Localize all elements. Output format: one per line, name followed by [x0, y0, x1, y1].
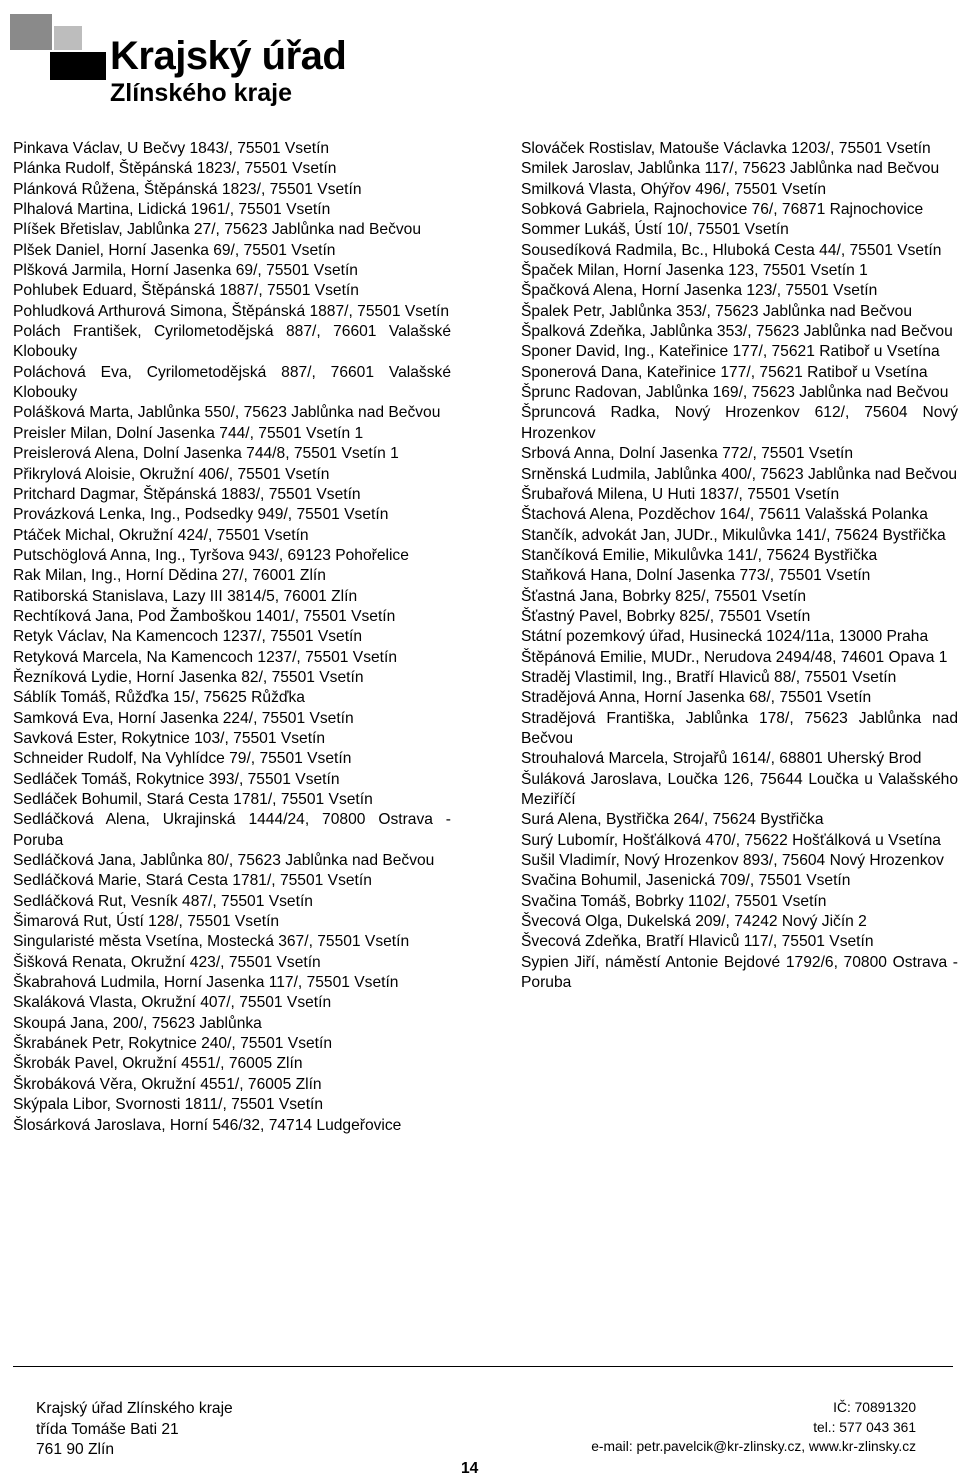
list-item: Staňková Hana, Dolní Jasenka 773/, 75501 Vsetín: [521, 567, 871, 585]
list-item: Plánková Růžena, Štěpánská 1823/, 75501 Vsetín: [13, 180, 362, 198]
list-item: Skoupá Jana, 200/, 75623 Jablůnka: [13, 1014, 262, 1032]
list-item: Stančík, advokát Jan, JUDr., Mikulůvka 141/, 75624 Bystřička: [521, 526, 946, 544]
list-item: Skaláková Vlasta, Okružní 407/, 75501 Vsetín: [13, 994, 332, 1012]
list-item: Přikrylová Aloisie, Okružní 406/, 75501 Vsetín: [13, 465, 330, 483]
footer-ic: IČ: 70891320: [833, 1400, 916, 1415]
list-item: Stančíková Emilie, Mikulůvka 141/, 75624 Bystřička: [521, 546, 878, 564]
list-item: Sáblík Tomáš, Růžďka 15/, 75625 Růžďka: [13, 689, 305, 707]
list-item: Singularisté města Vsetína, Mostecká 367/, 75501 Vsetín: [13, 933, 410, 951]
list-item: Preisler Milan, Dolní Jasenka 744/, 75501 Vsetín 1: [13, 424, 364, 442]
list-item: Stradějová Františka, Jablůnka 178/, 75623 Jablůnka nad Bečvou: [521, 709, 958, 747]
footer-address-line2: třída Tomáše Bati 21: [36, 1420, 179, 1438]
list-item: Sedláček Tomáš, Rokytnice 393/, 75501 Vsetín: [13, 770, 340, 788]
list-item: Svačina Bohumil, Jasenická 709/, 75501 Vsetín: [521, 872, 851, 890]
list-item: Smilková Vlasta, Ohýřov 496/, 75501 Vsetín: [521, 180, 827, 198]
list-item: Retyková Marcela, Na Kamencoch 1237/, 75501 Vsetín: [13, 648, 397, 666]
list-item: Sedláček Bohumil, Stará Cesta 1781/, 75501 Vsetín: [13, 791, 373, 808]
right-column: [521, 139, 958, 993]
list-item: Plšek Daniel, Horní Jasenka 69/, 75501 Vsetín: [13, 241, 336, 259]
page-number: 14: [461, 1460, 479, 1477]
list-item: Svačina Tomáš, Bobrky 1102/, 75501 Vsetín: [521, 892, 827, 910]
list-item: Sobková Gabriela, Rajnochovice 76/, 76871 Rajnochovice: [521, 201, 924, 219]
list-item: Samková Eva, Horní Jasenka 224/, 75501 Vsetín: [13, 709, 354, 727]
list-item: Řezníková Lydie, Horní Jasenka 82/, 75501 Vsetín: [13, 668, 364, 686]
list-item: Plíšek Břetislav, Jablůnka 27/, 75623 Jablůnka nad Bečvou: [13, 221, 422, 239]
list-item: Státní pozemkový úřad, Husinecká 1024/11a, 13000 Praha: [521, 628, 929, 646]
list-item: Surá Alena, Bystřička 264/, 75624 Bystřička: [521, 811, 824, 829]
list-item: Sousedíková Radmila, Bc., Hluboká Cesta 44/, 75501 Vsetín: [521, 241, 942, 259]
list-item: Šlosárková Jaroslava, Horní 546/32, 74714 Ludgeřovice: [13, 1116, 402, 1134]
list-item: Pohludková Arthurová Simona, Štěpánská 1887/, 75501 Vsetín: [13, 302, 450, 320]
left-column: [13, 139, 451, 1136]
list-item: Putschöglová Anna, Ing., Tyršova 943/, 69123 Pohořelice: [13, 546, 409, 564]
list-item: Savková Ester, Rokytnice 103/, 75501 Vsetín: [13, 729, 326, 747]
list-item: Sponerová Dana, Kateřinice 177/, 75621 Ratiboř u Vsetína: [521, 363, 928, 381]
list-item: Provázková Lenka, Ing., Podsedky 949/, 75501 Vsetín: [13, 506, 389, 524]
list-item: Šimarová Rut, Ústí 128/, 75501 Vsetín: [13, 913, 280, 931]
footer-address: [36, 1399, 233, 1461]
logo-square-light: [54, 26, 82, 50]
footer-email-web: e-mail: petr.pavelcik@kr-zlinsky.cz, www.kr-zlinsky.cz: [591, 1439, 916, 1454]
list-item: Rak Milan, Ing., Horní Dědina 27/, 76001 Zlín: [13, 567, 326, 585]
list-item: Slováček Rostislav, Matouše Václavka 1203/, 75501 Vsetín: [521, 140, 931, 157]
list-item: Pinkava Václav, U Bečvy 1843/, 75501 Vsetín: [13, 140, 330, 157]
list-item: Polášková Marta, Jablůnka 550/, 75623 Jablůnka nad Bečvou: [13, 404, 441, 422]
list-item: Šťastná Jana, Bobrky 825/, 75501 Vsetín: [521, 587, 806, 605]
list-item: Škabrahová Ludmila, Horní Jasenka 117/, 75501 Vsetín: [13, 974, 399, 992]
list-item: Šišková Renata, Okružní 423/, 75501 Vsetín: [13, 953, 321, 971]
list-item: Sedláčková Rut, Vesník 487/, 75501 Vsetín: [13, 892, 313, 910]
list-item: Pritchard Dagmar, Štěpánská 1883/, 75501 Vsetín: [13, 485, 361, 503]
footer-address-line1: Krajský úřad Zlínského kraje: [36, 1400, 233, 1417]
list-item: Sušil Vladimír, Nový Hrozenkov 893/, 75604 Nový Hrozenkov: [521, 852, 944, 870]
list-item: Šuláková Jaroslava, Loučka 126, 75644 Loučka u Valašského Meziříčí: [521, 770, 958, 808]
list-item: Ratiborská Stanislava, Lazy III 3814/5, 76001 Zlín: [13, 587, 358, 605]
list-item: Švecová Olga, Dukelská 209/, 74242 Nový Jičín 2: [521, 913, 867, 931]
list-item: Retyk Václav, Na Kamencoch 1237/, 75501 Vsetín: [13, 628, 363, 646]
list-item: Rechtíková Jana, Pod Žamboškou 1401/, 75501 Vsetín: [13, 607, 396, 625]
list-item: Štachová Alena, Pozděchov 164/, 75611 Valašská Polanka: [521, 506, 928, 524]
footer-tel: tel.: 577 043 361: [813, 1419, 916, 1435]
footer-divider: [13, 1366, 953, 1367]
list-item: Pohlubek Eduard, Štěpánská 1887/, 75501 Vsetín: [13, 282, 359, 300]
list-item: Špalková Zdeňka, Jablůnka 353/, 75623 Jablůnka nad Bečvou: [521, 323, 953, 341]
list-item: Schneider Rudolf, Na Vyhlídce 79/, 75501 Vsetín: [13, 750, 352, 768]
list-item: Sypien Jiří, náměstí Antonie Bejdové 1792/6, 70800 Ostrava - Poruba: [521, 953, 958, 992]
list-item: Surý Lubomír, Hošťálková 470/, 75622 Hošťálková u Vsetína: [521, 831, 941, 849]
list-item: Špruncová Radka, Nový Hrozenkov 612/, 75604 Nový Hrozenkov: [521, 404, 958, 442]
list-item: Plhalová Martina, Lidická 1961/, 75501 Vsetín: [13, 201, 331, 219]
list-item: Štěpánová Emilie, MUDr., Nerudova 2494/48, 74601 Opava 1: [521, 648, 948, 666]
list-item: Sponer David, Ing., Kateřinice 177/, 75621 Ratiboř u Vsetína: [521, 343, 940, 361]
list-item: Straděj Vlastimil, Ing., Bratří Hlaviců 88/, 75501 Vsetín: [521, 668, 897, 686]
list-item: Stradějová Anna, Horní Jasenka 68/, 75501 Vsetín: [521, 689, 872, 707]
list-item: Sedláčková Marie, Stará Cesta 1781/, 75501 Vsetín: [13, 872, 372, 890]
list-item: Srněnská Ludmila, Jablůnka 400/, 75623 Jablůnka nad Bečvou: [521, 465, 958, 483]
list-item: Sommer Lukáš, Ústí 10/, 75501 Vsetín: [521, 221, 789, 239]
footer-address-line3: 761 90 Zlín: [36, 1441, 115, 1458]
list-item: Špačková Alena, Horní Jasenka 123/, 75501 Vsetín: [521, 282, 878, 300]
logo-subtitle: Zlínského kraje: [110, 79, 293, 107]
list-item: Smilek Jaroslav, Jablůnka 117/, 75623 Jablůnka nad Bečvou: [521, 160, 940, 178]
list-item: Polách František, Cyrilometodějská 887/, 76601 Valašské Klobouky: [13, 323, 451, 361]
list-item: Plánka Rudolf, Štěpánská 1823/, 75501 Vsetín: [13, 160, 337, 178]
list-item: Špaček Milan, Horní Jasenka 123, 75501 Vsetín 1: [521, 262, 868, 280]
list-item: Plšková Jarmila, Horní Jasenka 69/, 75501 Vsetín: [13, 262, 358, 280]
logo: [10, 14, 347, 107]
list-item: Šprunc Radovan, Jablůnka 169/, 75623 Jablůnka nad Bečvou: [521, 384, 949, 402]
list-item: Preislerová Alena, Dolní Jasenka 744/8, 75501 Vsetín 1: [13, 445, 399, 463]
list-item: Špalek Petr, Jablůnka 353/, 75623 Jablůnka nad Bečvou: [521, 302, 912, 320]
list-item: Ptáček Michal, Okružní 424/, 75501 Vsetín: [13, 526, 309, 544]
list-item: Srbová Anna, Dolní Jasenka 772/, 75501 Vsetín: [521, 445, 854, 463]
list-item: Škrobák Pavel, Okružní 4551/, 76005 Zlín: [13, 1055, 303, 1073]
list-item: Sedláčková Jana, Jablůnka 80/, 75623 Jablůnka nad Bečvou: [13, 852, 435, 870]
logo-square-gray: [10, 14, 52, 50]
list-item: Skýpala Libor, Svornosti 1811/, 75501 Vsetín: [13, 1096, 324, 1114]
list-item: Poláchová Eva, Cyrilometodějská 887/, 76601 Valašské Klobouky: [13, 363, 451, 402]
logo-square-black: [50, 52, 106, 80]
logo-title: Krajský úřad: [110, 34, 347, 78]
list-item: Šrubařová Milena, U Huti 1837/, 75501 Vsetín: [521, 485, 840, 503]
list-item: Sedláčková Alena, Ukrajinská 1444/24, 70800 Ostrava - Poruba: [13, 811, 451, 849]
list-item: Škrobáková Věra, Okružní 4551/, 76005 Zlín: [13, 1075, 322, 1093]
list-item: Švecová Zdeňka, Bratří Hlaviců 117/, 75501 Vsetín: [521, 933, 874, 951]
list-item: Strouhalová Marcela, Strojařů 1614/, 68801 Uherský Brod: [521, 750, 922, 768]
list-item: Šťastný Pavel, Bobrky 825/, 75501 Vsetín: [521, 607, 811, 625]
list-item: Škrabánek Petr, Rokytnice 240/, 75501 Vsetín: [13, 1035, 333, 1053]
footer-contact: [496, 1398, 916, 1457]
